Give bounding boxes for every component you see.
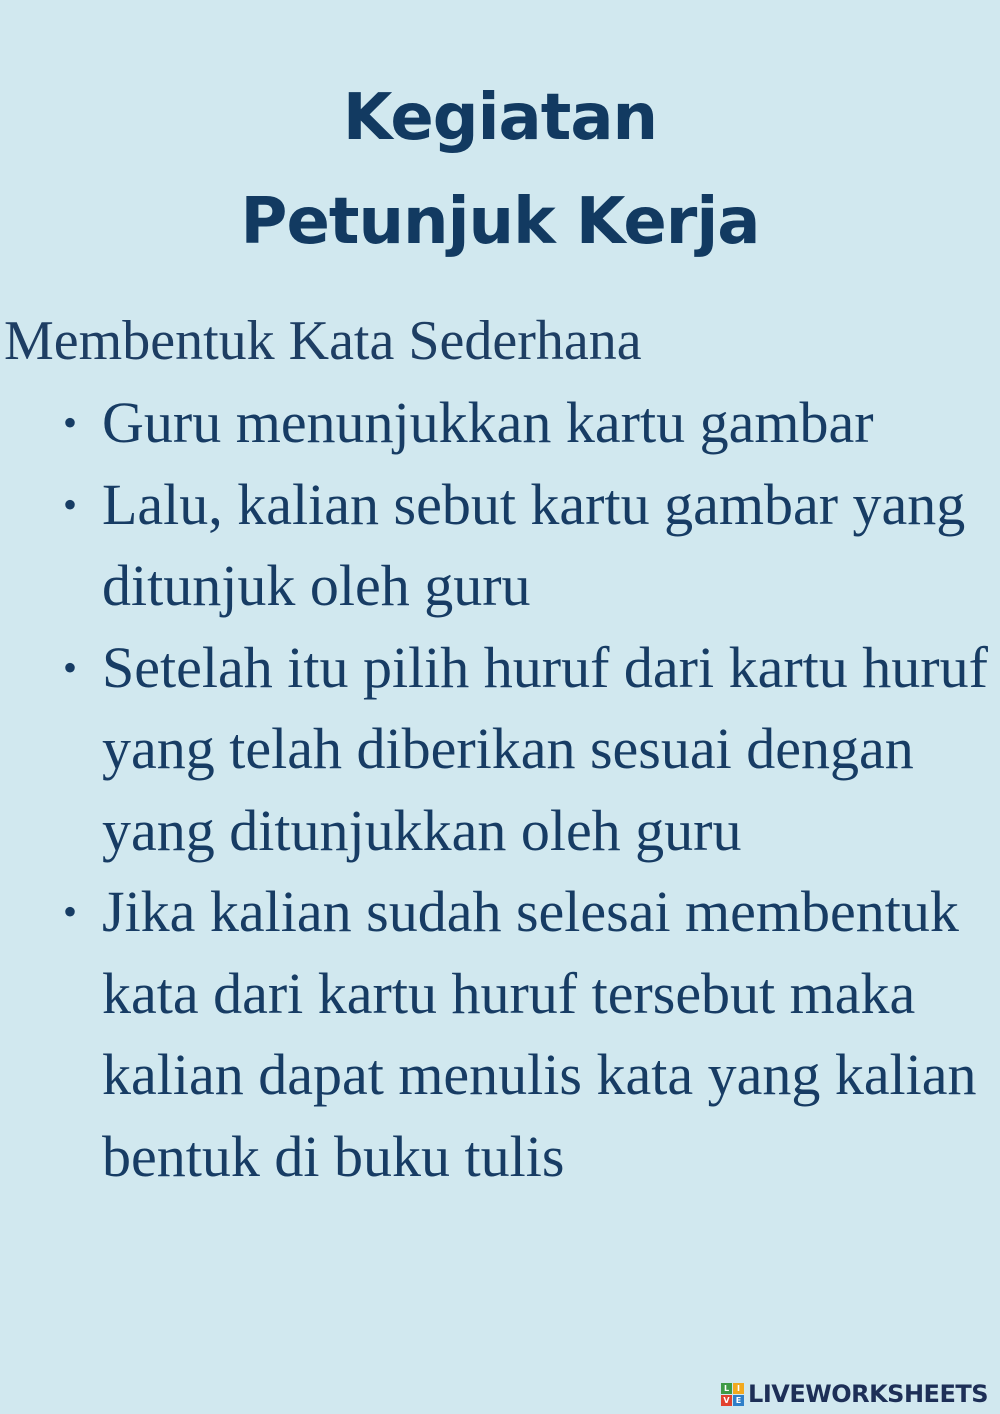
- logo-mark-letter: I: [733, 1383, 744, 1394]
- list-item: [56, 627, 1000, 872]
- instruction-list: [56, 382, 1000, 1197]
- logo-mark-letter: V: [721, 1395, 732, 1406]
- bullet-icon: •: [63, 889, 78, 934]
- logo-mark-letter: L: [721, 1383, 732, 1394]
- page-title: [0, 66, 1000, 274]
- liveworksheets-mark-icon: [721, 1383, 744, 1406]
- logo-mark-letter: E: [733, 1395, 744, 1406]
- list-item: [56, 382, 1000, 464]
- list-item-text: Guru menunjukkan kartu gambar: [102, 390, 874, 455]
- list-item: [56, 871, 1000, 1197]
- bullet-icon: •: [63, 400, 78, 445]
- title-line-1: Kegiatan: [342, 81, 658, 155]
- list-item-text: Lalu, kalian sebut kartu gambar yang ditunjuk oleh guru: [102, 471, 966, 618]
- list-item-text: Setelah itu pilih huruf dari kartu huruf yang telah diberikan sesuai dengan yang ditunjukkan oleh guru: [102, 634, 988, 863]
- bullet-icon: •: [63, 481, 78, 527]
- bullet-icon: •: [63, 644, 78, 690]
- list-item-text: Jika kalian sudah selesai membentuk kata dari kartu huruf tersebut maka kalian dapat menulis kata yang kalian bentuk di buku tulis: [102, 879, 977, 1189]
- logo-text: LIVEWORKSHEETS: [748, 1380, 988, 1408]
- liveworksheets-logo: [721, 1380, 988, 1408]
- title-line-2: Petunjuk Kerja: [240, 185, 760, 259]
- section-subtitle: Membentuk Kata Sederhana: [4, 310, 642, 372]
- list-item: [56, 464, 1000, 627]
